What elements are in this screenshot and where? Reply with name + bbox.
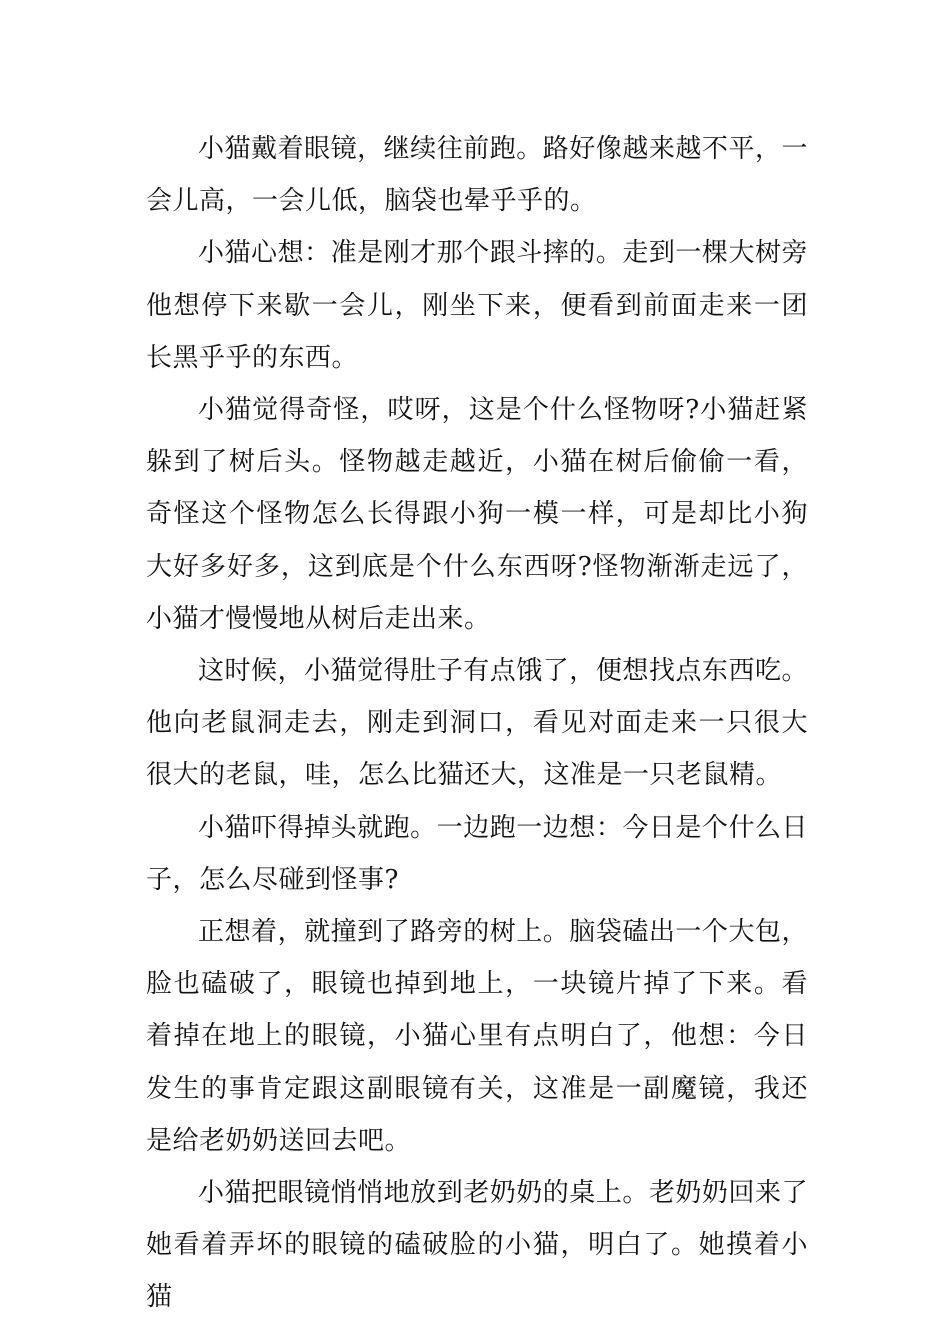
document-body <box>146 123 808 1324</box>
paragraph: 小猫心想：准是刚才那个跟斗摔的。走到一棵大树旁他想停下来歇一会儿，刚坐下来，便看到前面走来一团长黑乎乎的东西。 <box>146 238 808 373</box>
paragraph: 小猫把眼镜悄悄地放到老奶奶的桌上。老奶奶回来了她看着弄坏的眼镜的磕破脸的小猫，明白了。她摸着小猫 <box>146 1178 808 1313</box>
paragraph: 小猫戴着眼镜，继续往前跑。路好像越来越不平，一会儿高，一会儿低，脑袋也晕乎乎的。 <box>146 134 808 217</box>
paragraph: 这时候，小猫觉得肚子有点饿了，便想找点东西吃。他向老鼠洞走去，刚走到洞口，看见对面走来一只很大很大的老鼠，哇，怎么比猫还大，这准是一只老鼠精。 <box>146 656 808 791</box>
paragraph: 小猫吓得掉头就跑。一边跑一边想：今日是个什么日子，怎么尽碰到怪事? <box>146 812 808 895</box>
paragraph: 小猫觉得奇怪，哎呀，这是个什么怪物呀?小猫赶紧躲到了树后头。怪物越走越近，小猫在树后偷偷一看，奇怪这个怪物怎么长得跟小狗一模一样，可是却比小狗大好多好多，这到底是个什么东西呀?怪物渐渐走远了，小猫才慢慢地从树后走出来。 <box>146 395 808 634</box>
paragraph: 正想着，就撞到了路旁的树上。脑袋磕出一个大包，脸也磕破了，眼镜也掉到地上，一块镜片掉了下来。看着掉在地上的眼镜，小猫心里有点明白了，他想：今日发生的事肯定跟这副眼镜有关，这准是一副魔镜，我还是给老奶奶送回去吧。 <box>146 917 808 1156</box>
